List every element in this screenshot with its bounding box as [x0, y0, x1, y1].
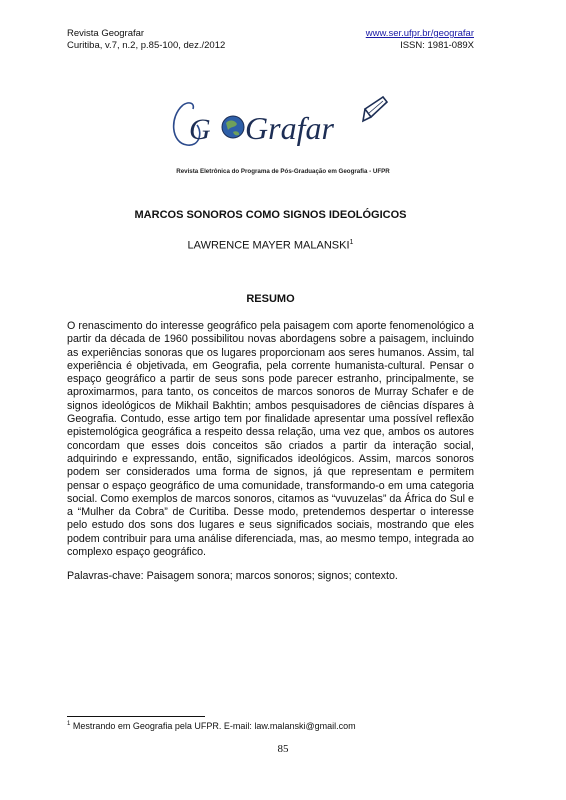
abstract-text: O renascimento do interesse geográfico pela paisagem com aporte fenomenológico a partir da década de 1960 possibilitou novas abordagens sobre a paisagem, incluindo as experiências sonoras que os lugares proporcionam aos seres humanos. Assim, tal experiência é objetivada, em Geografia, pela corrente humanista-cultural. Pensar o espaço geográfico a partir de seus sons pode parecer estranho, principalmente, se aproximarmos, para tanto, os conceitos de marcos sonoros de Murray Schafer e de signos ideológicos de Mikhail Bakhtin; ambos pesquisadores de ciências díspares à Geografia. Contudo, esse artigo tem por finalidade apresentar uma possível reflexão epistemológica geográfica a respeito dessa relação, uma vez que, ambos os autores concordam que esses dois conceitos são criados a partir da interação social, adquirindo e expressando, então, significados ideológicos. Assim, marcos sonoros podem ser considerados uma forma de signos, já que representam e permitem pensar o espaço geográfico de uma comunidade, transformando-o em uma categoria social. Como exemplos de marcos sonoros, citamos as “vuvuzelas” da África do Sul e a “Mulher da Cobra” de Curitiba. Desse modo, pretendemos despertar o interesse pelo estudo dos sons dos lugares e seus significados sociais, mostrando que eles podem contribuir para uma análise diferenciada, mas, ao mesmo tempo, integrada ao complexo espaço geográfico. — [67, 320, 474, 559]
author-footnote-mark: 1 — [349, 239, 354, 246]
article-author — [67, 239, 474, 252]
article-title: MARCOS SONOROS COMO SIGNOS IDEOLÓGICOS — [134, 209, 407, 221]
journal-citation: Curitiba, v.7, n.2, p.85-100, dez./2012 — [67, 40, 226, 51]
logo-subtitle: Revista Eletrônica do Programa de Pós-Graduação em Geografia - UFPR — [176, 168, 390, 175]
footnote-mark: 1 — [67, 721, 71, 727]
journal-name: Revista Geografar — [67, 28, 145, 39]
running-header — [67, 28, 474, 52]
footnote — [67, 721, 356, 731]
footnote-divider — [67, 716, 205, 717]
author-name: LAWRENCE MAYER MALANSKI — [187, 239, 350, 252]
abstract-heading: RESUMO — [246, 293, 295, 305]
svg-text:Grafar: Grafar — [245, 110, 334, 146]
page-number: 85 — [277, 743, 289, 755]
keywords: Palavras-chave: Paisagem sonora; marcos sonoros; signos; contexto. — [67, 570, 398, 582]
footnote-text: Mestrando em Geografia pela UFPR. E-mail: law.malanski@gmail.com — [72, 721, 356, 731]
journal-url-link[interactable]: www.ser.ufpr.br/geografar — [365, 28, 474, 39]
journal-issn: ISSN: 1981-089X — [400, 40, 474, 51]
svg-text:G: G — [189, 113, 211, 146]
